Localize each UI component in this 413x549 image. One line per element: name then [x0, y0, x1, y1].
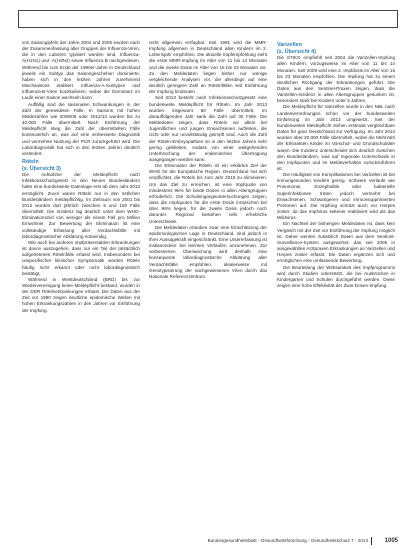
- paragraph: Wie auch bei anderen impfpräventablen Erkrankungen ist davon auszugehen, dass nur ein Teil der tatsächlich aufgetretenen Rötelnfälle erfasst wird. Insbesondere bei unspezifischer klinischer Symptomatik werden Röteln häufig nicht erkannt oder nicht labordiagnostisch bestätigt.: [22, 239, 140, 276]
- paragraph: Die Elimination der Röteln ist ein erklärtes Ziel der WHO für die Europäische Region. Deutschland hat sich verpflichtet, die Röteln bis zum Jahr 2015 zu eliminieren. Um das Ziel zu erreichen, ist eine Impfquote von mindestens 95% für beide Dosen in allen Altersgruppen erforderlich. Die Schuleingangsuntersuchungen zeigen, dass die Impfquoten für die erste Dosis inzwischen bei über 96% liegen, für die zweite Dosis jedoch noch darunter. Regional bestehen teils erhebliche Unterschiede.: [149, 163, 267, 224]
- paragraph: Die Aufnahme der Meldepflicht nach Infektionsschutzgesetz in den Neuen Bundesländern hatte eine bundesweite Datenlage erst ab dem Jahr 2013 ermöglicht. Zuvor waren Röteln nur in den östlichen Bundesländern meldepflichtig. Im Zeitraum von 2001 bis 2012 wurden dort jährlich zwischen 5 und 150 Fälle übermittelt. Die Inzidenz lag deutlich unter dem WHO-Eliminationsziel von weniger als einem Fall pro Million Einwohner. Zur Bewertung der Elimination ist eine vollständige Erfassung aller Verdachtsfälle mit labordiagnostischer Abklärung notwendig.: [22, 172, 140, 239]
- paragraph: Während in Westdeutschland (BRD) bis zur Wiedervereinigung keine Meldepflicht bestand, wurden in der DDR Rötelnerkrankungen erfasst. Die Daten aus der Zeit vor 1990 zeigen deutliche epidemische Wellen mit hohen Erkrankungszahlen in den Jahren vor Einführung der Impfung.: [22, 276, 140, 313]
- paragraph: Seit 2013 besteht nach Infektionsschutzgesetz eine bundesweite Meldepflicht für Röteln. Im Jahr 2013 wurden insgesamt 60 Fälle übermittelt, im darauffolgenden Jahr sank die Zahl auf 30 Fälle. Die Meldedaten zeigen, dass Röteln vor allem bei Jugendlichen und jungen Erwachsenen auftreten, die nicht oder nur unvollständig geimpft sind. Auch die Zahl der Röteln-Embryopathien ist in den letzten Jahren sehr gering geblieben, sodass von einer weitgehenden Unterbrechung der endemischen Übertragung ausgegangen werden kann.: [149, 95, 267, 162]
- paragraph: Die Beurteilung der Wirksamkeit des Impfprogramms wird durch Studien unterstützt, die bei Ausbrüchen in Kindergärten und Schulen durchgeführt werden. Diese zeigen eine hohe Effektivität der Zwei-Dosen-Impfung.: [277, 264, 395, 288]
- paragraph: nicht allgemein verfügbar. Seit 1991 wird die MMR-Impfung allgemein in Deutschland allen Kindern im 2. Lebensjahr empfohlen. Die aktuelle Impfempfehlung sieht die erste MMR-Impfung im Alter von 11 bis 14 Monaten und die zweite Dosis im Alter von 15 bis 23 Monaten vor. Zu den Meldedaten liegen bisher nur wenige vergleichende Analysen vor, die allerdings auf eine deutlich geringere Zahl an Rötelnfällen seit Einführung der Impfung hindeuten.: [149, 40, 267, 95]
- page-footer: [150, 536, 398, 546]
- footer-divider: [371, 537, 372, 545]
- section-heading-roeteln: Röteln: [22, 158, 39, 165]
- paragraph: Die STIKO empfiehlt seit 2004 die Varizellen-Impfung allen Kindern, vorzugsweise im Alter von 11 bis 14 Monaten. Seit 2009 wird eine 2. Impfdosis im Alter von 15 bis 23 Monaten empfohlen. Die Impfung hat zu einem deutlichen Rückgang der Erkrankungen geführt. Die Daten aus den Sentinel-Praxen zeigen, dass die Varizellen-Inzidenz in allen Altersgruppen gesunken ist, besonders stark bei Kindern unter 5 Jahren.: [277, 55, 395, 104]
- paragraph: Ein Nachteil der bisherigen Meldedaten ist, dass kein Vergleich mit der Zeit vor Einführung der Impfung möglich ist. Daher werden zusätzlich Daten aus dem Sentinel-Surveillance-System ausgewertet, das seit 2005 in ausgewählten Arztpraxen Erkrankungen an Varizellen und Herpes zoster erfasst. Die Daten ergänzen sich und ermöglichen eine umfassende Bewertung.: [277, 221, 395, 264]
- paragraph: Die Meldedaten erlauben zwar eine Einschätzung der epidemiologischen Lage in Deutschland, sind jedoch in ihrer Aussagekraft eingeschränkt. Eine Untererfassung ist insbesondere bei leichten Verläufen anzunehmen. Zur verbesserten Überwachung wird deshalb eine konsequente labordiagnostische Abklärung aller Verdachtsfälle empfohlen, idealerweise mit Genotypisierung der nachgewiesenen Viren durch das Nationale Referenzzentrum.: [149, 224, 267, 279]
- paragraph: Auffällig sind die saisonalen Schwankungen in der Zahl der gemeldeten Fälle. In Saisons mit hohen Meldezahlen wie 2008/09 oder 2012/13 wurden bis zu 40.000 Fälle übermittelt. Nach Einführung der Meldepflicht stieg die Zahl der übermittelten Fälle kontinuierlich an, was auf eine verbesserte Diagnostik und vermehrte Nutzung der PCR zurückgeführt wird. Die Labordiagnostik hat sich in den letzten Jahren deutlich verändert.: [22, 101, 140, 156]
- page-header-box: [18, 10, 398, 28]
- journal-citation: Bundesgesundheitsblatt - Gesundheitsforschung - Gesundheitsschutz 7 · 2013: [207, 538, 368, 543]
- section-subheading: (s. Übersicht 4): [277, 48, 316, 55]
- section-subheading: (s. Übersicht 3): [22, 165, 61, 172]
- text-column-1: [22, 40, 140, 314]
- paragraph: von Saisongipfeln der Jahre 2004 und 2005 wurden nach der Zusammenfassung aller Gruppen der Influenza-Viren, die in den Laboren typisiert worden sind, Influenza-A(H1N1) und -A(H3N2) sowie Influenza B nachgewiesen. Während bis zum Ende der 1990er-Jahre in Deutschland jeweils ein Subtyp das Saisongeschehen dominierte, haben sich in den letzten Jahren zunehmend Mischsaisons etabliert. Influenza-A-Subtypen und Influenza-B-Viren kozirkulieren, wobei die Dominanz im Laufe einer Saison wechseln kann.: [22, 40, 140, 101]
- paragraph: Die Meldepflicht für Varizellen wurde in den NBL nach Landesverordnungen schon vor der bundesweiten Einführung im Jahr 2013 umgesetzt. Seit der bundesweiten Meldepflicht stehen erstmals vergleichbare Daten für ganz Deutschland zur Verfügung. Im Jahr 2013 wurden über 20.000 Fälle übermittelt, wobei die Mehrzahl der Erkrankten Kinder im Vorschul- und Grundschulalter waren. Die Inzidenz unterscheidet sich deutlich zwischen den Bundesländern, was auf regionale Unterschiede in den Impfquoten und im Meldeverhalten zurückzuführen ist.: [277, 104, 395, 171]
- paragraph: Die Häufigkeit von Komplikationen bei Varizellen ist bei immungesunden Kindern gering. Schwere Verläufe wie Pneumonie, Enzephalitis oder bakterielle Superinfektionen treten jedoch vermehrt bei Erwachsenen, Schwangeren und immunsupprimierten Personen auf. Die Impfung schützt auch vor Herpes zoster, da das Impfvirus seltener reaktiviert wird als das Wildvirus.: [277, 172, 395, 221]
- page-number: 1005: [384, 538, 398, 544]
- section-heading-varizellen: Varizellen: [277, 42, 302, 48]
- text-column-2: [149, 40, 267, 280]
- text-column-3: [277, 40, 395, 289]
